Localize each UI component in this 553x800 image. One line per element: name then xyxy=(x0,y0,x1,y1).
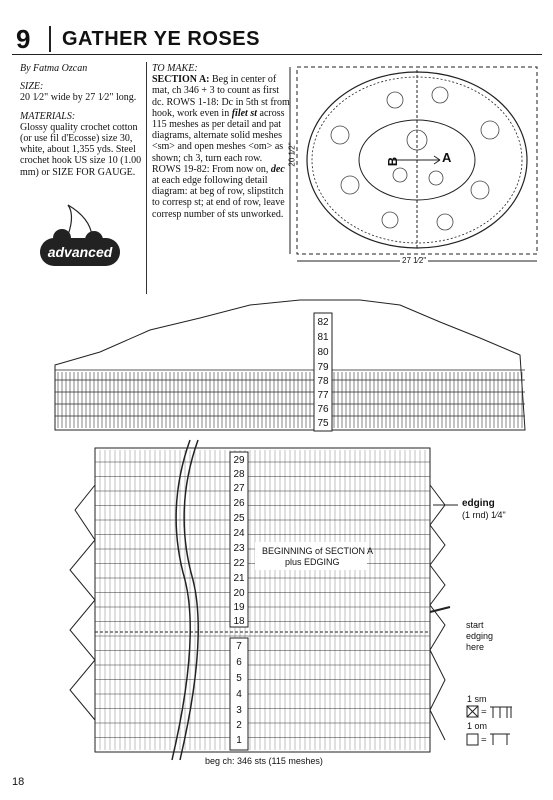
row-number: 20 xyxy=(233,588,245,599)
row-number: 23 xyxy=(233,543,245,554)
instructions-text-mid: at each edge following detail diagram: at beg of row, slipstitch to corresp st; at end of row, leave corresp number of sts unworked. xyxy=(152,175,285,220)
top-chart xyxy=(55,300,525,431)
row-number: 76 xyxy=(317,404,329,415)
materials-text: Glossy quality crochet cotton (or use fil d'Ecosse) size 30, white, about 1,355 yds. Steel crochet hook US size 10 (1.00 mm) or SIZE FOR GAUGE. xyxy=(20,121,142,178)
row-number: 1 xyxy=(236,735,242,746)
row-number: 7 xyxy=(236,641,242,652)
start-label: edging xyxy=(466,631,494,641)
row-number: 22 xyxy=(233,558,245,569)
row-number: 19 xyxy=(233,602,245,613)
size-heading: SIZE: xyxy=(20,81,44,93)
edging-label: edging xyxy=(462,498,495,509)
svg-text:=: = xyxy=(481,735,487,746)
row-number: 28 xyxy=(233,469,245,480)
instructions-text-1: Beg in center of mat, ch 346 + 3 to count as first dc. ROWS 1-18: Dc in 5th st from hook, work even in xyxy=(152,74,290,119)
svg-text:=: = xyxy=(481,707,487,718)
instructions xyxy=(152,63,290,220)
page-number: 18 xyxy=(12,776,25,788)
row-number: 21 xyxy=(233,573,245,584)
foundation-label: beg ch: 346 sts (115 meshes) xyxy=(205,756,323,766)
materials-heading: MATERIALS: xyxy=(20,110,76,122)
row-number: 25 xyxy=(233,513,245,524)
beginning-label: BEGINNING of SECTION A xyxy=(262,546,374,556)
schematic-height: 20 1⁄2" xyxy=(287,142,297,167)
row-number: 29 xyxy=(233,455,245,466)
row-number: 24 xyxy=(233,528,245,539)
row-number: 80 xyxy=(317,347,329,358)
schematic-width: 27 1⁄2" xyxy=(402,256,427,265)
section-a-label: SECTION A: xyxy=(152,74,210,86)
row-number: 5 xyxy=(236,673,242,684)
start-label: start xyxy=(466,620,484,630)
pattern-title: GATHER YE ROSES xyxy=(62,28,260,50)
size-text: 20 1⁄2" wide by 27 1⁄2" long. xyxy=(20,92,137,104)
instructions-text-2: across 115 meshes as per detail and pat diagrams, alternate solid meshes <sm> and open meshes <om> as shown; ch 3, turn each row. ROWS 19-82: From now on, xyxy=(152,107,285,175)
schematic-letter-a: A xyxy=(442,150,452,165)
beginning-sub-label: plus EDGING xyxy=(285,557,340,567)
filet-term: filet st xyxy=(231,107,257,119)
schematic-diagram xyxy=(287,67,537,261)
row-number: 27 xyxy=(233,483,245,494)
row-number: 4 xyxy=(236,689,242,700)
edging-sub-label: (1 rnd) 1⁄4" xyxy=(462,510,506,520)
row-number: 75 xyxy=(317,418,329,429)
legend-om: 1 om xyxy=(467,721,488,731)
schematic-letter-b: B xyxy=(385,156,401,167)
bottom-chart xyxy=(70,440,458,760)
start-label: here xyxy=(466,642,485,652)
row-number: 6 xyxy=(236,657,242,668)
row-number: 18 xyxy=(233,616,245,627)
row-number: 81 xyxy=(317,332,329,343)
row-number: 82 xyxy=(317,317,329,328)
legend-sm: 1 sm xyxy=(467,694,487,704)
instructions-heading: TO MAKE: xyxy=(152,63,198,74)
row-number: 79 xyxy=(317,362,329,373)
column-divider xyxy=(146,62,147,294)
author: By Fatma Ozcan xyxy=(20,63,88,74)
row-number: 26 xyxy=(233,498,245,509)
row-number: 78 xyxy=(317,376,329,387)
row-number: 77 xyxy=(317,390,329,401)
instructions-body xyxy=(152,74,290,220)
pattern-number: 9 xyxy=(16,24,31,54)
row-number: 3 xyxy=(236,705,242,716)
difficulty-badge: advanced xyxy=(40,238,120,266)
dec-term: dec xyxy=(270,163,285,175)
row-number: 2 xyxy=(236,720,242,731)
